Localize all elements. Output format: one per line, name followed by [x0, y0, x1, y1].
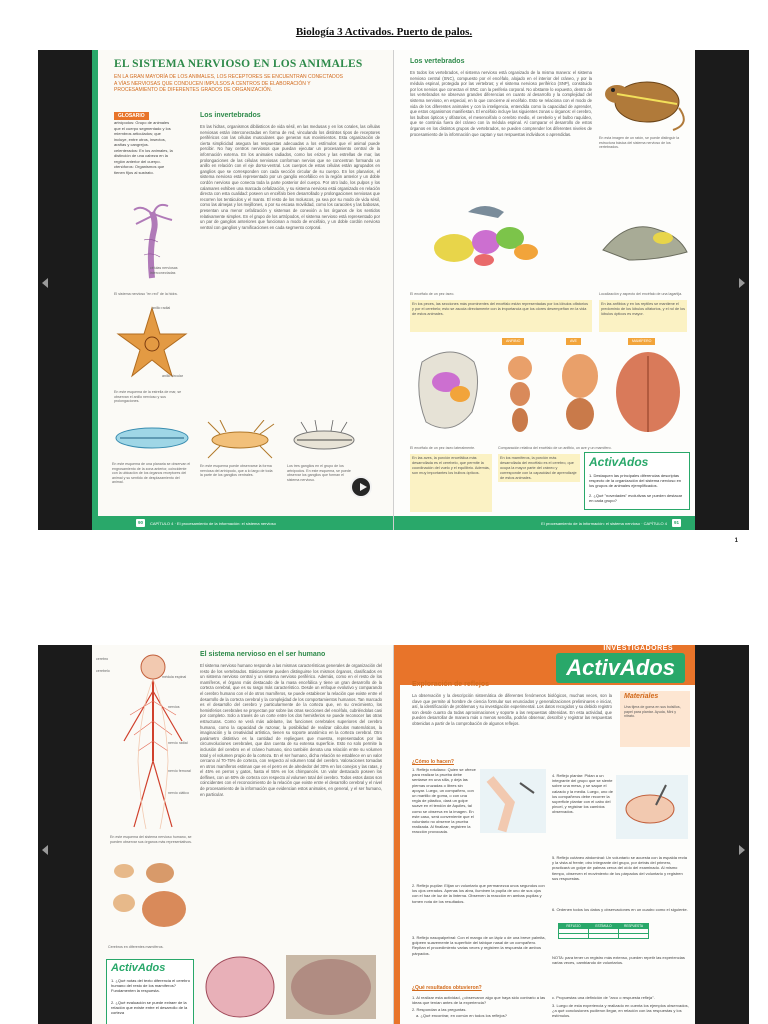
flatworm-illustration: [112, 418, 192, 458]
activity-item-2: 2. ¿Qué evaluación se puede extraer de la relación que existe entre el desarrollo de la corteza: [111, 1000, 188, 1016]
activados-banner: ActivAdos: [556, 653, 685, 683]
activados-logo: ActivAdos: [111, 962, 166, 974]
page-footer: [394, 516, 695, 530]
activity-item-2: 2. ¿Qué "novedades" evolutivas se pueden destacar en cada grupo?: [589, 493, 683, 504]
video-play-button[interactable]: [350, 476, 372, 498]
footer-text: CAPÍTULO 4 · El procesamiento de la información: el sistema nervioso: [150, 521, 276, 526]
insect-caption: En este esquema puede observarse la forma nerviosa del artrópodo, que a lo largo de toda la parte de los ganglios ventrales.: [200, 464, 273, 478]
lizard-illustration: [599, 200, 689, 270]
book-spread-1: [92, 50, 695, 530]
activities-box: [106, 959, 194, 1024]
body-text-human: El sistema nervioso humano responde a las mismas características generales de organización del resto de los vertebrados. Básicamente pueden distinguirse los mismos órganos, clasificados en un sistema nervioso central y un sistema nervioso periférico. Además, como en el resto de los mamíferos, el órgano más destacado de la masa encefálica y tiene un gran desarrollo de la corteza cerebral, que es su rasgo más característico. Desde un enfoque evolutivo y comparando el cerebro humano con el de otros mamíferos, se puede establecer la relación que existe entre el desarrollo de la corteza cerebral y la complejidad de los comportamientos humanos. Tan marcado es el desarrollo del cerebro y particularmente de la corteza que, en su crecimiento, los hemisferios cerebrales se proyectan por sobre las otras secciones del encéfalo, cubriéndolas casi por completo. Solo a través de un corte entre los dos hemisferios se puede reconocer las otras estructuras. Como se verá más adelante, las funciones cerebrales superiores del cerebro humano, como la capacidad de razonar, la posibilidad de realizar cálculos matemáticos, la imaginación y la creatividad artística, tienen su soporte anatómico en la corteza cerebral. Otro parámetro distintivo es la cantidad de repliegues que muestra, representados por las circunvoluciones cerebrales, que dan cuenta de su extensa superficie. Esto no solo permite la inclusión del cerebro en el cráneo humano, sino también denota una relación entre su volumen total y el volumen propio de la corteza. En el ser humano, dicha relación se establece en un valor cercano al 70-75% de corteza, con respecto al volumen total del cerebro. Valoraciones tomadas en otros mamíferos estiman que en el perro es de alrededor del 30% en los conejos y las ratas, y el 45% en perros y gatos, hasta el 55% en los chimpancés. Un valor destacado poseen los delfines, con un 60% de corteza con respecto al volumen total del cerebro. Todos estos datos son coincidentes con el reconocimiento de la relación que existe entre el desarrollo cerebral y el nivel de procesamiento de la información que evidencian estos animales, en general, y el ser humano, en particular.: [200, 663, 382, 797]
glossary-tag: GLOSARIO: [114, 112, 149, 120]
page-edge-accent: [92, 50, 98, 530]
brain-label-mammal: MAMÍFERO: [628, 338, 655, 345]
human-system-caption: En este esquema del sistema nervioso humano, se pueden observar sus órganos más representativos.: [110, 835, 192, 844]
table-header-reflejo: REFLEJO: [559, 924, 589, 929]
table-cell: [589, 934, 619, 939]
flatworm-caption: En este esquema de una planaria se observan el engrosamiento de la zona anterior, coincidente con la ubicación de los órganos receptores del animal y su sentido de desplazamiento del animal.: [112, 462, 191, 485]
starfish-caption: En este esquema de la estrella de mar, se observan el anillo nervioso y sus prolongaciones.: [114, 390, 182, 404]
section-heading-human: El sistema nervioso en el ser humano: [200, 651, 326, 658]
label-nervios: nervios: [168, 705, 180, 709]
brain-label-bird: AVE: [566, 338, 581, 345]
document-title: Biología 3 Activados. Puerto de palos.: [295, 26, 473, 38]
question-2a: a. ¿Qué encontrar, en común en todos los reflejos?: [416, 1013, 507, 1018]
prev-page-arrow[interactable]: [42, 278, 48, 288]
page-viewer-2: [38, 645, 749, 1024]
rat-illustration: [599, 64, 689, 134]
results-heading: ¿Qué resultados obtuvieron?: [412, 985, 482, 991]
footer-text: El procesamiento de la información: el sistema nervioso · CAPÍTULO 4: [541, 521, 667, 526]
comparative-brains-illustration: [498, 348, 688, 444]
step-1: 1. Reflejo rotuliano: Quien se ofrece para realizar la prueba debe sentarse en una silla, y deja las piernas cruzadas o libres sin apoyar. Luego, un compañero, con un martillo de goma, o con una regla de plástico, dará un golpe suave en el tendón de Aquiles, tal como se observa en la imagen. En este caso, será conveniente que el voluntario no observe la prueba realizada. Al finalizar, registren la reacción provocada.: [412, 767, 476, 835]
table-cell: [559, 934, 589, 939]
table-header-respuesta: RESPUESTA: [619, 924, 649, 929]
starfish-label-circular: anillo circular: [162, 374, 183, 378]
starfish-label-radial: anillo radial: [152, 306, 171, 310]
prev-page-arrow[interactable]: [42, 845, 48, 855]
note-text: NOTA: para tener un registro más extenso, pueden repetir las experiencias varias veces, cambiando de voluntarios.: [552, 955, 685, 966]
hydra-caption: El sistema nervioso "en red" de la hidra.: [114, 292, 178, 296]
table-header-estimulo: ESTÍMULO: [589, 924, 619, 929]
starfish-illustration: [116, 306, 188, 378]
step-5: 5. Reflejo cutáneo abdominal: Un voluntario se acuesta con la espalda recta y la vista al frente; otro integrante del grupo, por detrás del primero, practicará un golpe de palmas cerca del oído del examinado. Al mismo tiempo, observen el movimiento de los párpados del voluntario y registren sus respuestas.: [552, 855, 687, 881]
brain-sections-illustration: [200, 951, 382, 1021]
hydra-label: células nerviosas interconectadas: [150, 266, 178, 275]
page-viewer-1: [38, 50, 749, 530]
label-nervio-radial: nervio radial: [168, 741, 188, 745]
chapter-subtitle: EN LA GRAN MAYORÍA DE LOS ANIMALES, LOS RECEPTORES SE ENCUENTRAN CONECTADOS A VÍAS NERVIOSAS QUE CONDUCEN IMPULSOS A CENTROS DE ELABORACIÓN Y PROCESAMIENTO DE DIFERENTES GRADOS DE ORGANIZACIÓN.: [114, 74, 343, 93]
question-1: 1. Al realizar esta actividad, ¿observaron algo que haya sido contrario a las ideas que tenían antes de la experiencia?: [412, 995, 546, 1006]
step-3: 3. Reflejo nasopalpebral: Con el mango de un lápiz o de una breve palmita, golpeen suavemente la superficie del tabique nasal de un compañero. Repitan el procedimiento varias veces y registren la respuesta de ambos párpados.: [412, 935, 546, 956]
step-4: 4. Reflejo plantar: Pidan a un integrante del grupo que se siente sobre una mesa, y se saque el calzado y la media. Luego, uno de los compañeros debe recorrer la superficie plantar con el cabo del pincel, y registrar los cambios observados.: [552, 773, 613, 815]
amphibian-info-box: En las anfibios y en los reptiles se mantiene el predominio de los lóbulos olfatorios, y el rol de los lóbulos ópticos es mayor.: [599, 300, 687, 332]
book-spread-2: [92, 645, 695, 1024]
comparative-brains-caption: Comparación relativa del encéfalo de un anfibio, un ave y un mamífero.: [498, 446, 612, 450]
label-cerebro: cerebro: [96, 657, 109, 661]
plantar-reflex-illustration: [616, 775, 688, 839]
lizard-caption: Localización y aspecto del encéfalo de una lagartija.: [599, 292, 683, 296]
chapter-title: EL SISTEMA NERVIOSO EN LOS ANIMALES: [114, 58, 363, 70]
fish-info-box: En los peces, las secciones más prominentes del encéfalo están representadas por los lóbulos olfatorios y por el cerebelo; esto se asocia directamente con la importancia que los olores desempeñan en la vida de estos animales.: [410, 300, 592, 332]
question-3: 3. Luego de esta experiencia y realizado en cuenta los ejemplos observados, ¿a qué conclusiones pudieron llegar, en relación con las respuestas y los estímulos.: [552, 1003, 689, 1019]
arthropod-caption: Los tres ganglios en el grupo de los artrópodos. En este esquema, se puede observar los ganglios que forman el sistema nervioso.: [287, 464, 351, 482]
document-page-number: 1: [734, 538, 738, 544]
label-medula: médula espinal: [162, 675, 187, 679]
left-page-human: [92, 645, 394, 1024]
page-footer: [92, 516, 393, 530]
page-edge-accent: [394, 645, 400, 1024]
mammal-info-box: En los mamíferos, la porción más desarrollada del encéfalo es el cerebro, que ocupa la mayor parte del cráneo y corresponde con la capacidad de aprendizaje de estos animales.: [498, 454, 580, 482]
label-cerebelo: cerebelo: [96, 669, 110, 673]
step-2: 2. Reflejo pupilar: Elijan un voluntario que permanezca unos segundos con los ojos cerrados. Apenas los abra, iluminen la pupila de uno de sus ojos con el haz de luz de la linterna. Observen la reacción en ambas pupilas y tomen nota de los resultados.: [412, 883, 545, 904]
materials-title: Materiales: [624, 693, 659, 700]
page-number-badge: 90: [137, 520, 143, 525]
label-nervio-ciatico: nervio ciático: [168, 791, 189, 795]
bird-info-box: En las aves, la porción encefálica más desarrollada es el cerebelo, que permite la coordinación del vuelo y el equilibrio. Además, son muy importantes los bulbos ópticos.: [410, 454, 492, 512]
materials-box: [620, 691, 690, 747]
page-number-badge: 91: [673, 520, 679, 525]
activity-item-1: 1. Destaquen las principales diferencias descriptas respecto de la organización del sistema nervioso en los grupos de animales ejemplificados.: [589, 473, 682, 489]
label-nervio-femoral: nervio femoral: [168, 769, 191, 773]
body-text-vertebrates: En todos los vertebrados, el sistema nervioso está organizado de la misma manera: el sistema nervioso central (SNC), compuesto por el encéfalo, alojado en el interior del cráneo, y por la médula espinal, protegida por las vértebras; y el sistema nervioso periférico (SNP), constituido por los nervios que conectan el SNC con la periferia corporal. No obstante lo expuesto, dentro de los vertebrados se observan grandes diferencias en cuanto al desarrollo y la complejidad del sistema nervioso, en especial, en lo que concierne al encéfalo. Esto se relaciona con el modo de vida de los diferentes animales y con la inteligencia, entendida como la capacidad de aprender, que estos organismos manifiestan. El encéfalo incluye las siguientes zonas u órganos: el cerebro, los bulbos ópticos y olfatorios, el mesencéfalo o cerebro medio, el cerebelo y el bulbo raquídeo, que se continúa fuera del cráneo con la médula espinal. Al comparar el desarrollo de estos órganos en los distintos grupos de vertebrados, se pueden comprender los diferentes niveles de procesamiento de la información que captan y sus respuestas individuos o aprendidas.: [410, 70, 592, 137]
fish-brain-illustration: [414, 200, 554, 280]
header-investigadores: INVESTIGADORES: [603, 645, 673, 652]
next-page-arrow[interactable]: [739, 278, 745, 288]
fish-brain-caption: El encéfalo de un pez óseo.: [410, 292, 455, 296]
body-text-invertebrates: En las hidras, organismos diblásticos de vida sésil, en las medusas y en los corales, las células nerviosas están interconectadas en forma de red, vinculando los distintos tipos de receptores periféricos con las células musculares que generan sus movimientos. Esta organización de cierta simplicidad asegura las respuestas adecuadas a los estímulos que el animal puede percibir. No hay centros nerviosos que puedan ejecutar un procesamiento central de la información externa. En los animales radiados, como los erizos y las estrellas de mar, las prolongaciones de las células nerviosas conforman nervios que se concentran formando un anillo en relación con el eje dorso-ventral. Los cuerpos de estas células están agrupados en ganglios que se corresponden con cada sección circular de su cuerpo. En los planarios, el sistema nervioso está representado por un ganglio encefálico en la región anterior y un doble cordón nervioso que conecta toda la parte posterior del cuerpo. Por otro lado, los pulpos y los calamares exhiben una marcada cefalización, y su sistema nervioso está organizado en relación directa con esta cualidad: poseen un encéfalo bien desarrollado y prolongaciones nerviosas que recorren los tentáculos y el manto. El resto de los moluscos, ya sea por su modo de vida sésil, como las almejas y los mejillones, o por su escasa movilidad, como los caracoles y las babosas, presentan una menor cefalización y sistemas de conexión a los órganos de los sentidos relativamente simples. En el grupo de los artrópodos, el sistema nervioso está representado por un par de ganglios anteriores que funcionan a modo de encéfalo, y un doble cordón nervioso ventral con ganglios y ramificaciones en cada segmento corporal.: [200, 124, 380, 230]
section-heading-vertebrates: Los vertebrados: [410, 58, 465, 65]
next-page-arrow[interactable]: [739, 845, 745, 855]
brain-label-amphibian: ANFIBIO: [502, 338, 524, 345]
activity-item-1: 1. ¿Qué notas del texto diferencia el cerebro humano del resto de los mamíferos? Fundamenten la respuesta.: [111, 978, 190, 994]
glossary-text: artrópodos: Grupo de animales que el cuerpo segmentado y los miembros articulados; que incluye, entre otros, insectos, arañas y cangrejos. celenterados: En los animales, la distinción de una cabeza en la región anterior del cuerpo. ctenóforos: Organismos que tienen fijos al sustrato.: [114, 120, 173, 175]
question-2: 2. Respondan a las preguntas.: [412, 1007, 467, 1012]
rat-caption: En esta imagen de un ratón, se puede distinguir la estructura básica del sistema nervioso de los vertebrados.: [599, 136, 680, 150]
left-page-90: [92, 50, 394, 530]
activados-logo: ActivAdos: [589, 455, 649, 469]
insect-illustration: [200, 420, 280, 460]
arthropod-illustration: [287, 420, 362, 460]
right-page-reflexes: [394, 645, 695, 1024]
mammal-brains-illustration: [108, 855, 198, 941]
right-page-91: [394, 50, 695, 530]
bird-brain-caption: El encéfalo de un pez óseo lateralmente.: [410, 446, 476, 450]
question-2c: c. Propuestas una definición de "arco o respuesta refleja".: [552, 995, 655, 1000]
how-to-heading: ¿Cómo lo hacen?: [412, 759, 454, 765]
activities-box: [584, 452, 690, 510]
step-6: 6. Ordenen todos los datos y observaciones en un cuadro como el siguiente.: [552, 907, 688, 912]
section-heading-reflexes: Exploración de reflejos: [412, 681, 490, 688]
materials-text: Una tijera de goma en sus bolsillos, papel para plantar. Ayuda, Mini y nitrato.: [624, 705, 681, 719]
intro-text: La observación y la descripción sistemática de diferentes fenómenos biológicos, muchas veces, son la clave que permite al hombre de ciencia formular sus enunciados y generalizaciones preliminares e iniciar, así, la identificación de problemas y su investigación experimental. Los datos recogidos y su debido registro son desde cuanto da todas aproximaciones y soporte a las respuestas obtenidas. En esta actividad, que pueden desarrollar de manera más o menos sencilla, podrán observar, describir y registrar las respuestas obtenidas a partir de la comprobación de algunos reflejos.: [412, 693, 612, 726]
knee-reflex-illustration: [480, 769, 546, 833]
results-table: [558, 923, 649, 939]
section-heading-invertebrates: Los invertebrados: [200, 112, 261, 119]
mammal-brains-caption: Cerebros en diferentes mamíferos.: [108, 945, 164, 949]
bird-brain-illustration: [412, 342, 492, 442]
table-cell: [619, 934, 649, 939]
